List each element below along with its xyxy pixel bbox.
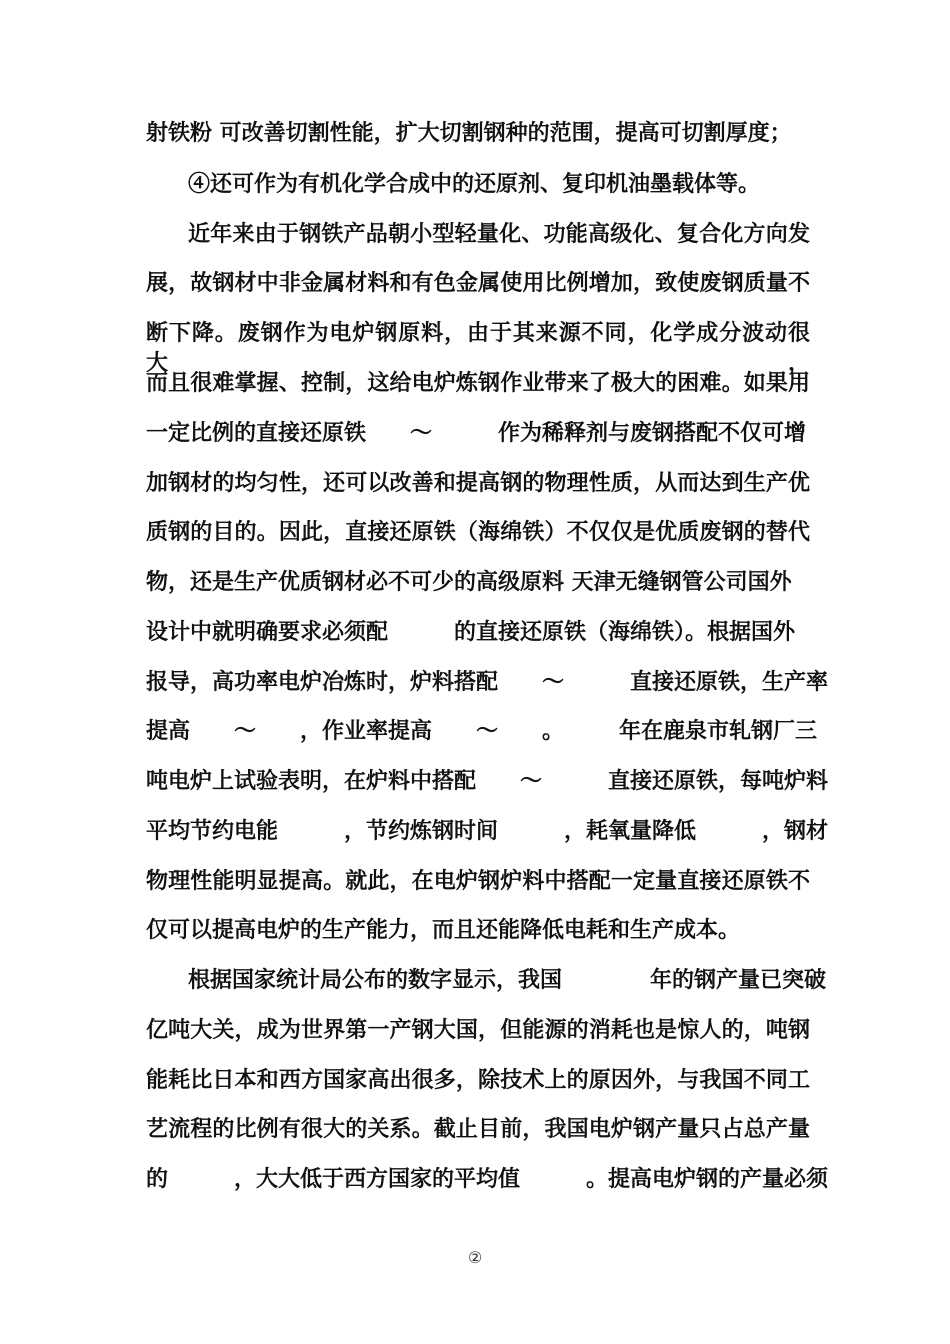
- text-line-4: 展，故钢材中非金属材料和有色金属使用比例增加，致使废钢质量不: [146, 270, 810, 296]
- text-line-22: 的 ，大大低于西方国家的平均值 。提高电炉钢的产量必须: [146, 1166, 829, 1192]
- text-line-7: 一定比例的直接还原铁 ～ 作为稀释剂与废钢搭配不仅可增: [146, 420, 807, 446]
- text-line-3: 近年来由于钢铁产品朝小型轻量化、功能高级化、复合化方向发: [188, 221, 810, 247]
- page-number: ②: [467, 1248, 483, 1267]
- text-line-2: ④还可作为有机化学合成中的还原剂、复印机油墨载体等。: [188, 171, 761, 197]
- text-line-15: 平均节约电能 ，节约炼钢时间 ，耗氧量降低 ，钢材: [146, 818, 829, 844]
- text-line-14: 吨电炉上试验表明，在炉料中搭配 ～ 直接还原铁，每吨炉料: [146, 768, 829, 794]
- text-line-8: 加钢材的均匀性，还可以改善和提高钢的物理性质，从而达到生产优: [146, 470, 810, 496]
- text-line-19: 亿吨大关，成为世界第一产钢大国，但能源的消耗也是惊人的，吨钢: [146, 1017, 810, 1043]
- text-line-17: 仅可以提高电炉的生产能力，而且还能降低电耗和生产成本。: [146, 917, 741, 943]
- text-line-10: 物，还是生产优质钢材必不可少的高级原料 天津无缝钢管公司国外: [146, 569, 792, 595]
- text-line-11: 设计中就明确要求必须配 的直接还原铁（海绵铁）。根据国外: [146, 619, 796, 645]
- text-line-20: 能耗比日本和西方国家高出很多，除技术上的原因外，与我国不同工: [146, 1067, 810, 1093]
- text-line-13: 提高 ～ ，作业率提高 ～ 。 年在鹿泉市轧钢厂三: [146, 718, 818, 744]
- text-line-5: 断下降。废钢作为电炉钢原料，由于其来源不同，化学成分波动很大，: [146, 320, 810, 376]
- text-line-9: 质钢的目的。因此，直接还原铁（海绵铁）不仅仅是优质废钢的替代: [146, 519, 810, 545]
- text-line-16: 物理性能明显提高。就此，在电炉钢炉料中搭配一定量直接还原铁不: [146, 868, 810, 894]
- text-line-6: 而且很难掌握、控制，这给电炉炼钢作业带来了极大的困难。如果用: [146, 370, 810, 396]
- text-line-18: 根据国家统计局公布的数字显示，我国 年的钢产量已突破: [188, 967, 827, 993]
- text-line-21: 艺流程的比例有很大的关系。截止目前，我国电炉钢产量只占总产量: [146, 1116, 810, 1142]
- text-line-1: 射铁粉 可改善切割性能，扩大切割钢种的范围，提高可切割厚度；: [146, 120, 792, 146]
- text-line-12: 报导，高功率电炉冶炼时，炉料搭配 ～ 直接还原铁，生产率: [146, 669, 829, 695]
